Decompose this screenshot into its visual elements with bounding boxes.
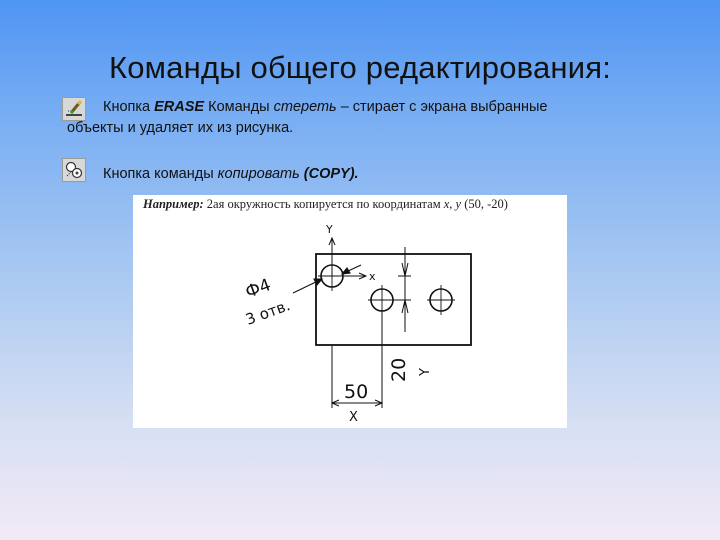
dimension-x-value: 50 bbox=[344, 381, 369, 403]
erase-line1-rest: – стирает с экрана выбранные bbox=[336, 99, 548, 115]
erase-action: стереть bbox=[273, 99, 337, 115]
hole-2 bbox=[368, 285, 396, 315]
holes-count-label: 3 отв. bbox=[243, 296, 293, 329]
erase-description bbox=[103, 97, 547, 117]
erase-mid: Команды bbox=[204, 99, 274, 115]
copy-icon[interactable] bbox=[62, 158, 86, 182]
caption-text: 2ая окружность копируется по координатам bbox=[203, 197, 444, 211]
dimension-y bbox=[395, 247, 411, 332]
caption-xy: x, y bbox=[443, 197, 462, 211]
diameter-label: Ф4 bbox=[242, 275, 274, 303]
hole-3 bbox=[427, 285, 455, 315]
example-figure bbox=[133, 195, 567, 428]
erase-prefix: Кнопка bbox=[103, 99, 155, 115]
y-axis-label: Y bbox=[326, 223, 333, 236]
dimension-x-axis: X bbox=[349, 410, 358, 425]
x-axis-label: x bbox=[369, 270, 376, 283]
dimension-y-axis: Y bbox=[418, 368, 433, 376]
slide-title: Команды общего редактирования: bbox=[108, 50, 612, 85]
copy-description bbox=[103, 164, 359, 184]
erase-command-name: ERASE bbox=[154, 99, 205, 115]
erase-description-line2: объекты и удаляет их из рисунка. bbox=[67, 120, 294, 136]
caption-lead: Например: bbox=[143, 197, 204, 211]
copy-command-name: (COPY). bbox=[303, 166, 359, 182]
copy-action: копировать bbox=[217, 166, 300, 182]
caption-coords: (50, -20) bbox=[461, 197, 508, 211]
technical-drawing bbox=[133, 195, 567, 428]
diameter-leader bbox=[293, 265, 361, 293]
dimension-y-value: 20 bbox=[388, 357, 410, 382]
copy-prefix: Кнопка команды bbox=[103, 166, 218, 182]
